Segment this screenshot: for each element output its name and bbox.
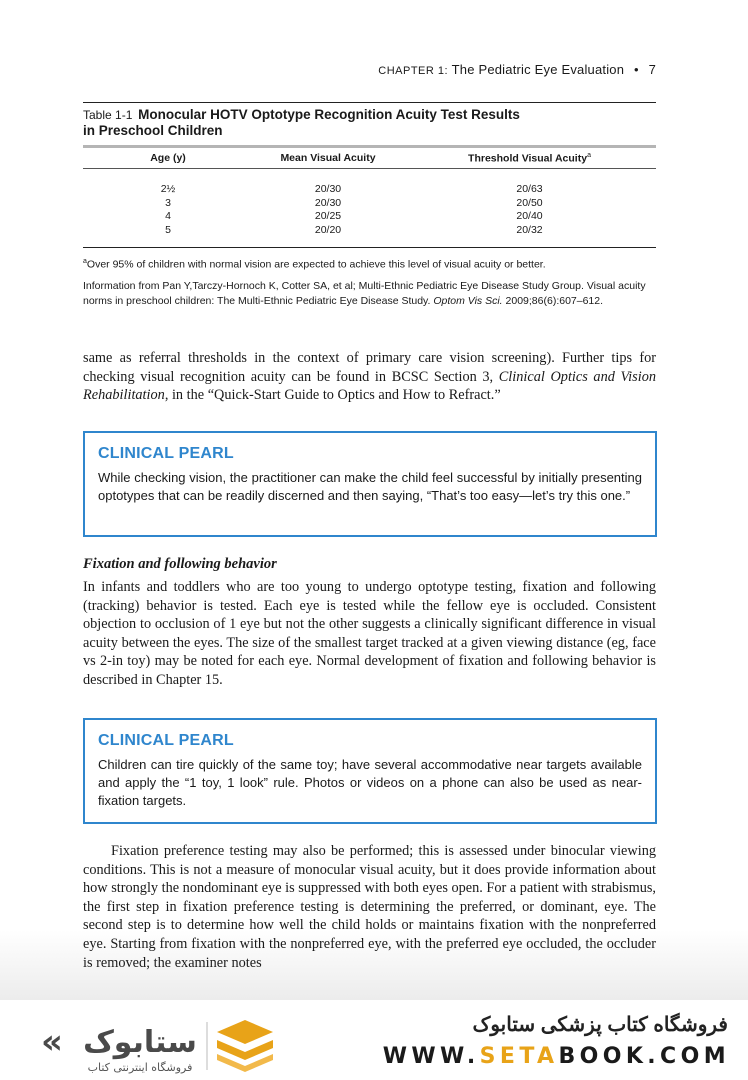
running-head [378, 62, 656, 77]
setabook-logo[interactable] [35, 1008, 305, 1078]
paragraph-1-italic: Clinical Optics and Vision Rehabilitation [83, 368, 656, 404]
table-row [83, 183, 656, 197]
table-caption-line1: Monocular HOTV Optotype Recognition Acuity Test Results [138, 107, 520, 122]
cell-threshold: 20/32 [516, 223, 543, 236]
acuity-table [83, 148, 656, 237]
chapter-label: CHAPTER 1: [378, 65, 449, 77]
table-source [83, 279, 656, 309]
store-name: فروشگاه کتاب پزشکی ستابوک [472, 1014, 728, 1036]
clinical-pearl-box-2 [83, 718, 657, 824]
chapter-title: The Pediatric Eye Evaluation [451, 62, 625, 77]
col-header-mean: Mean Visual Acuity [280, 152, 376, 164]
logo-subtext: فروشگاه اینترنتی کتاب [87, 1061, 193, 1074]
url-part2: BOOK.COM [558, 1044, 730, 1069]
table-row [83, 196, 656, 210]
cell-age: 2½ [160, 183, 176, 196]
table-row [83, 223, 656, 237]
clinical-pearl-title: CLINICAL PEARL [98, 445, 234, 462]
logo-wordmark: ستابوک [83, 1025, 197, 1060]
url-accent: SETA [479, 1044, 559, 1069]
section-heading: Fixation and following behavior [83, 556, 277, 572]
source-citation: 2009;86(6):607–612. [505, 295, 604, 307]
cell-age: 4 [165, 210, 171, 223]
table-bottom-rule [83, 247, 656, 248]
page-number: 7 [648, 62, 656, 77]
cell-age: 3 [165, 196, 171, 209]
url-part1: WWW. [382, 1044, 480, 1069]
table-header-row [83, 148, 656, 169]
paragraph-3: Fixation preference testing may also be performed; this is assessed under binocular viewing conditions. This is not a measure of monocular visual acuity, but it does provide information about how strongly the nondominant eye is suppressed with both eyes open. For a patient with strabismus, the first step in fixation preference testing is determining the preferred, or dominant, eye. The second step is to determine how well the child holds or maintains fixation with the nonpreferred eye. Starting from fixation with the nonpreferred eye, with the preferred eye occluded, the occluder is removed; the examiner notes [83, 843, 656, 971]
paragraph-1-text-end: , in the “Quick-Start Guide to Optics and How to Refract.” [164, 387, 501, 404]
paragraph-1-text: same as referral thresholds in the context of primary care vision screening). Further tips for checking visual recognition acuity can be found in BCSC Section 3, [83, 350, 656, 385]
store-url[interactable] [383, 1044, 730, 1069]
table-caption-line2: in Preschool Children [83, 123, 223, 138]
cell-mean: 20/30 [314, 183, 342, 196]
footnote-marker: a [83, 257, 87, 265]
logo-chevrons-icon: « [41, 1022, 63, 1062]
table-row [83, 210, 656, 224]
table-footnote [83, 254, 656, 273]
cell-mean: 20/30 [314, 196, 342, 209]
cell-threshold: 20/63 [516, 183, 543, 196]
book-stack-icon [217, 1020, 273, 1072]
col-header-threshold-label: Threshold Visual Acuity [468, 152, 588, 165]
clinical-pearl-text: While checking vision, the practitioner can make the child feel successful by initially presenting optotypes that can be readily discerned and then saying, “That’s too easy—let’s try this one.” [98, 470, 642, 503]
footnote-text: Over 95% of children with normal vision are expected to achieve this level of visual acuity or better. [86, 258, 546, 270]
clinical-pearl-box-1 [83, 431, 657, 537]
col-header-age: Age (y) [150, 152, 186, 164]
col-header-threshold [403, 148, 656, 169]
cell-mean: 20/25 [314, 210, 342, 223]
paragraph-2: In infants and toddlers who are too young to undergo optotype testing, fixation and following (tracking) behavior is tested. Each eye is tested while the fellow eye is occluded. Consistent objection to occlusion of 1 eye but not the other suggests a clinically significant difference in visual acuity between the eyes. The size of the smallest target tracked at a given viewing distance (eg, face vs 2-in toy) may be noted for each eye. Normal development of fixation and following behavior is described in Chapter 15. [83, 579, 656, 688]
source-journal: Optom Vis Sci. [433, 295, 503, 307]
table-caption [83, 103, 656, 139]
clinical-pearl-title: CLINICAL PEARL [98, 732, 234, 749]
cell-threshold: 20/40 [516, 210, 543, 223]
paragraph-1 [83, 349, 656, 405]
clinical-pearl-text: Children can tire quickly of the same toy; have several accommodative near targets available and apply the “1 toy, 1 look” rule. Photos or videos on a phone can also be used as near-fixation targets. [98, 757, 642, 808]
head-bullet: • [633, 62, 639, 77]
source-text: Information from Pan Y,Tarczy-Hornoch K, Cotter SA, et al; Multi-Ethnic Pediatric Eye Disease Study Group. Visual acuity norms in preschool children: The Multi-Ethnic Pediatric Eye Disease Study. [83, 280, 646, 307]
table-1-1 [83, 102, 656, 309]
threshold-superscript: a [587, 151, 591, 159]
cell-threshold: 20/50 [516, 196, 543, 209]
table-number: Table 1-1 [83, 108, 133, 122]
cell-age: 5 [165, 223, 171, 236]
cell-mean: 20/20 [314, 223, 342, 236]
